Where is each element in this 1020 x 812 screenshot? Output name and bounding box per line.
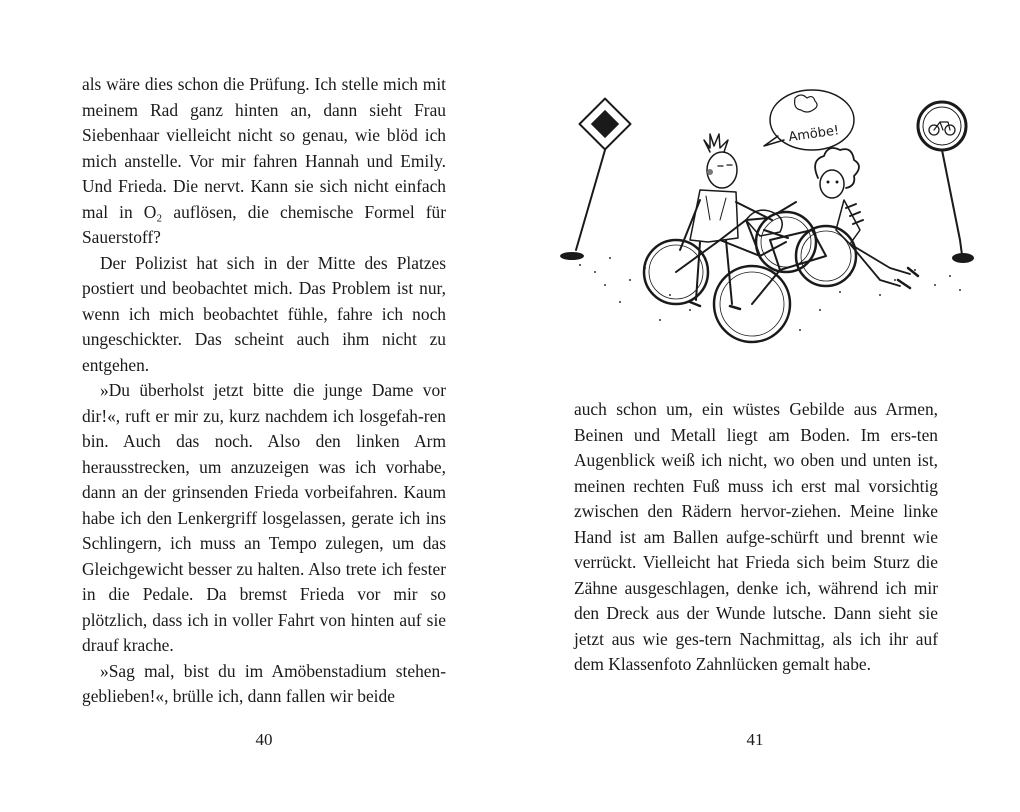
paragraph-3: »Du überholst jetzt bitte die junge Dame vor dir!«, ruft er mir zu, kurz nachdem ich losgefah-ren bin. Auch das noch. Also den linken Arm herausstrecken, um anzuzeigen was ich vorhabe, dann an der grinsenden Frieda vorbeifahren. Kaum habe ich den Lenkergriff losgelassen, gerate ich ins Schlingern, ich muss an Tempo zulegen, um das Gleichgewicht besser zu halten. Also trete ich fester in die Pedale. Da bremst Frieda vor mir so plötzlich, dass ich in voller Fahrt von hinten auf sie drauf krache.: [82, 380, 446, 655]
girl-figure: [815, 148, 918, 288]
paragraph-2: Der Polizist hat sich in der Mitte des Platzes postiert und beobachtet mich. Das Problem ist nur, wenn ich mich beobachtet fühle, fahre ich noch ungeschickter. Das scheint auch ihm nicht zu entgehen.: [82, 252, 446, 375]
speech-bubble: [764, 90, 854, 150]
bicycle-road-sign: [918, 102, 974, 263]
bicycles: [644, 202, 856, 342]
paragraph-1: als wäre dies schon die Prüfung. Ich stelle mich mit meinem Rad ganz hinten an, dann sieht Frau Siebenhaar vielleicht nicht so genau, wie blöd ich mich anstelle. Vor mir fahren Hannah und Emily. Und Frieda. Die nervt. Kann sie sich nicht einfach mal in O₂ auflösen, die chemische Formel für Sauerstoff?: [82, 74, 446, 247]
priority-road-sign: [560, 99, 630, 260]
paragraph-4: »Sag mal, bist du im Amöbenstadium stehen-geblieben!«, brülle ich, dann fallen wir beide: [82, 660, 446, 706]
right-page-text: [574, 397, 938, 678]
speech-bubble-text: Amöbe!: [787, 123, 841, 146]
left-page-text: [82, 72, 446, 710]
boy-figure: [680, 134, 772, 309]
page-number-left: 40: [255, 730, 273, 749]
illustration-drawing: [550, 80, 980, 370]
paragraph-5: auch schon um, ein wüstes Gebilde aus Armen, Beinen und Metall liegt am Boden. Im ers-ten Augenblick weiß ich nicht, wo oben und unten ist, meinen rechten Fuß muss ich erst mal vorsichtig zwischen den Rädern hervor-ziehen. Meine linke Hand ist am Ballen aufge-schürft und brennt wie verrückt. Vielleicht hat Frieda sich beim Sturz die Zähne ausgeschlagen, denke ich, während ich mir den Dreck aus der Wunde lutsche. Dann sieht sie jetzt aus wie ges-tern Nachmittag, als ich ihr auf dem Klassenfoto Zahnlücken gemalt habe.: [574, 399, 938, 674]
right-page: [510, 0, 1020, 812]
bicycle-crash-illustration: [550, 80, 980, 370]
page-number-right: 41: [746, 730, 764, 749]
